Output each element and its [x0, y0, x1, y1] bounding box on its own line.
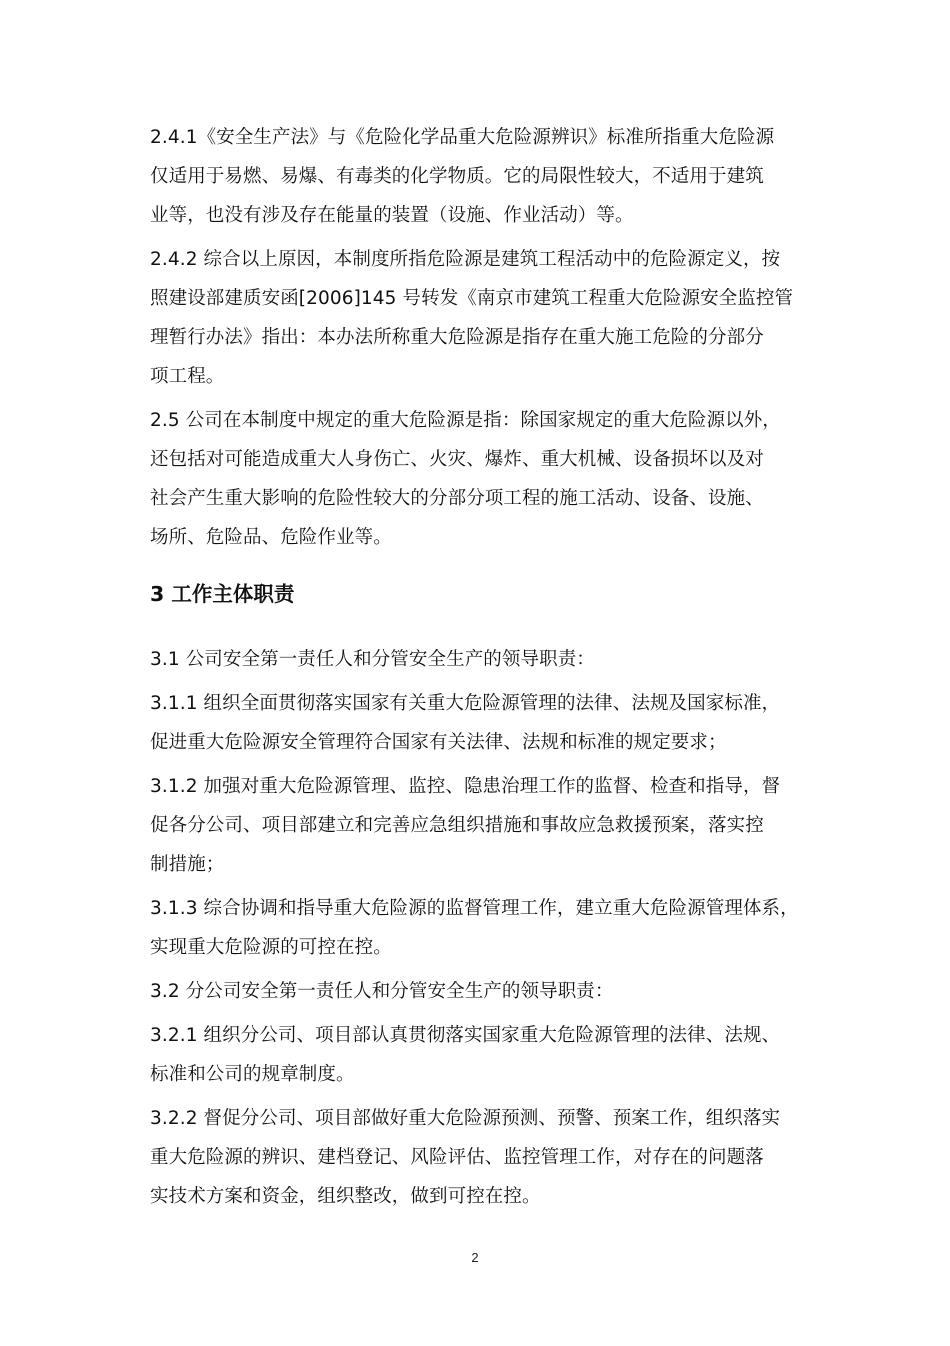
paragraph-line: 照建设部建质安函[2006]145 号转发《南京市建筑工程重大危险源安全监控管	[150, 288, 794, 309]
paragraph-line: 项工程。	[150, 366, 225, 387]
paragraph-line: 3.2.2 督促分公司、项目部做好重大危险源预测、预警、预案工作，组织落实	[150, 1108, 781, 1129]
page-number: 2	[471, 1250, 479, 1265]
paragraph-line: 3.1 公司安全第一责任人和分管安全生产的领导职责：	[150, 649, 595, 670]
paragraph-line: 3.1.1 组织全面贯彻落实国家有关重大危险源管理的法律、法规及国家标准，	[150, 693, 781, 714]
paragraph-line: 社会产生重大影响的危险性较大的分部分项工程的施工活动、设备、设施、	[150, 488, 764, 509]
paragraph	[150, 684, 810, 762]
section-heading: 3 工作主体职责	[150, 582, 295, 606]
paragraph-line: 3.1.3 综合协调和指导重大危险源的监督管理工作，建立重大危险源管理体系，	[150, 898, 799, 919]
paragraph-line: 还包括对可能造成重大人身伤亡、火灾、爆炸、重大机械、设备损坏以及对	[150, 449, 764, 470]
document-body	[150, 118, 810, 1221]
paragraph-line: 3.1.2 加强对重大危险源管理、监控、隐患治理工作的监督、检查和指导，督	[150, 776, 781, 797]
paragraph-line: 促进重大危险源安全管理符合国家有关法律、法规和标准的规定要求；	[150, 732, 727, 753]
paragraph	[150, 640, 810, 679]
paragraph	[150, 240, 810, 396]
paragraph	[150, 889, 810, 967]
paragraph-line: 3.2.1 组织分公司、项目部认真贯彻落实国家重大危险源管理的法律、法规、	[150, 1025, 781, 1046]
paragraph	[150, 972, 810, 1011]
paragraph-line: 促各分公司、项目部建立和完善应急组织措施和事故应急救援预案，落实控	[150, 815, 764, 836]
paragraph-line: 理暂行办法》指出：本办法所称重大危险源是指存在重大施工危险的分部分	[150, 327, 764, 348]
paragraph	[150, 1099, 810, 1216]
paragraph-line: 业等，也没有涉及存在能量的装置（设施、作业活动）等。	[150, 205, 634, 226]
paragraph-line: 2.4.1《安全生产法》与《危险化学品重大危险源辨识》标准所指重大危险源	[150, 127, 775, 148]
paragraph	[150, 1016, 810, 1094]
paragraph-line: 重大危险源的辨识、建档登记、风险评估、监控管理工作，对存在的问题落	[150, 1147, 764, 1168]
paragraph-line: 实现重大危险源的可控在控。	[150, 937, 392, 958]
paragraph-line: 2.4.2 综合以上原因，本制度所指危险源是建筑工程活动中的危险源定义，按	[150, 249, 781, 270]
paragraph-line: 制措施；	[150, 854, 225, 875]
paragraph-line: 实技术方案和资金，组织整改，做到可控在控。	[150, 1186, 541, 1207]
paragraph-line: 2.5 公司在本制度中规定的重大危险源是指：除国家规定的重大危险源以外，	[150, 410, 781, 431]
paragraph-line: 标准和公司的规章制度。	[150, 1064, 355, 1085]
paragraph-line: 3.2 分公司安全第一责任人和分管安全生产的领导职责：	[150, 981, 614, 1002]
paragraph	[150, 118, 810, 235]
paragraph	[150, 767, 810, 884]
paragraph-line: 场所、危险品、危险作业等。	[150, 527, 392, 548]
paragraph-line: 仅适用于易燃、易爆、有毒类的化学物质。它的局限性较大，不适用于建筑	[150, 166, 764, 187]
paragraph	[150, 401, 810, 557]
